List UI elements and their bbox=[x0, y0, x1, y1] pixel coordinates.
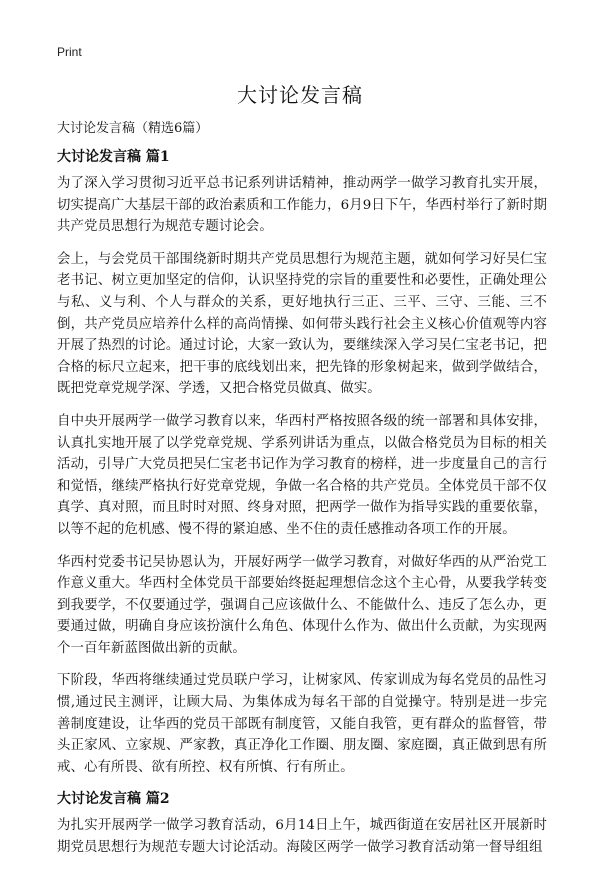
paragraph: 为了深入学习贯彻习近平总书记系列讲话精神，推动两学一做学习教育扎实开展，切实提高广大基层干部的政治素质和工作能力，6月9日下午，华西村举行了新时期共产党员思想行为规范专题讨论会。 bbox=[57, 176, 547, 235]
paragraph: 为扎实开展两学一做学习教育活动，6月14日上午，城西街道在安居社区开展新时期党员思想行为规范专题大讨论活动。海陵区两学一做学习教育活动第一督导组组 bbox=[57, 818, 547, 856]
document-subtitle: 大讨论发言稿（精选6篇） bbox=[57, 121, 209, 136]
paragraph: 下阶段，华西将继续通过党员联户学习，让树家风、传家训成为每名党员的品性习惯,通过民主测评，让顾大局、为集体成为每名干部的自觉操守。特别是进一步完善制度建设，让华西的党员干部既有制度管，又能自我管，更有群众的监督管，带头正家风、立家规、严家教，真正净化工作圈、朋友圈、家庭圈，真正做到思有所戒、心有所畏、欲有所控、权有所慎、行有所止。 bbox=[57, 673, 547, 775]
page-title: 大讨论发言稿 bbox=[237, 83, 363, 107]
section-heading-2: 大讨论发言稿 篇2 bbox=[57, 791, 170, 808]
print-link[interactable]: Print bbox=[57, 45, 82, 59]
document-body bbox=[57, 119, 547, 870]
paragraph: 华西村党委书记吴协恩认为，开展好两学一做学习教育，对做好华西的从严治党工作意义重大。华西村全体党员干部要始终挺起理想信念这个主心骨，从要我学转变到我要学，不仅要通过学，强调自己应该做什么、不能做什么、违反了怎么办，更要通过做，明确自身应该扮演什么角色、体现什么作为、做出什么贡献，为实现两个一百年新蓝图做出新的贡献。 bbox=[57, 554, 547, 656]
paragraph: 会上，与会党员干部围绕新时期共产党员思想行为规范主题，就如何学习好吴仁宝老书记、树立更加坚定的信仰，认识坚持党的宗旨的重要性和必要性，正确处理公与私、义与利、个人与群众的关系，更好地执行三正、三平、三守、三能、三不倒，共产党员应培养什么样的高尚情操、如何带头践行社会主义核心价值观等内容开展了热烈的讨论。通过讨论，大家一致认为，要继续深入学习吴仁宝老书记，把合格的标尺立起来，把干事的底线划出来，把先锋的形象树起来，做到学做结合，既把党章党规学深、学透，又把合格党员做真、做实。 bbox=[57, 251, 547, 397]
paragraph: 自中央开展两学一做学习教育以来，华西村严格按照各级的统一部署和具体安排，认真扎实地开展了以学党章党规、学系列讲话为重点，以做合格党员为目标的相关活动，引导广大党员把吴仁宝老书记作为学习教育的榜样，进一步度量自己的言行和觉悟，继续严格执行好党章党规，争做一名合格的共产党员。全体党员干部不仅真学、真对照，而且时时对照、终身对照，把两学一做作为指导实践的重要依靠，以等不起的危机感、慢不得的紧迫感、坐不住的责任感推动各项工作的开展。 bbox=[57, 413, 547, 537]
section-heading-1: 大讨论发言稿 篇1 bbox=[57, 149, 170, 165]
